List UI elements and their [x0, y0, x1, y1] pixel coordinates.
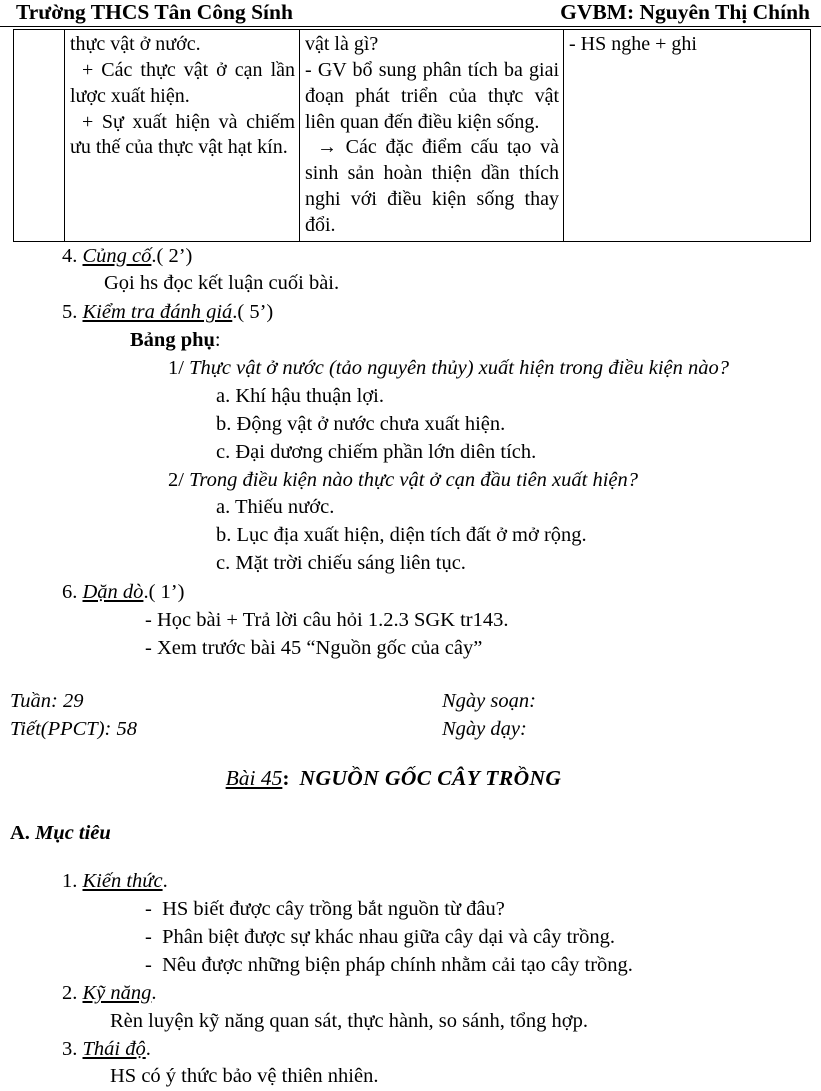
objective-group-1-heading — [0, 868, 813, 896]
section-6-time: .( 1’) — [143, 581, 185, 604]
cell-text-line: - HS nghe + ghi — [569, 33, 697, 56]
question-1-text: Thực vật ở nước (tảo nguyên thủy) xuất hiện trong điều kiện nào? — [189, 357, 729, 380]
objective-3-title: Thái độ — [82, 1037, 146, 1060]
objectives-title: Mục tiêu — [35, 821, 111, 844]
cell-text-line: thực vật ở nước. — [70, 33, 201, 56]
section-5-heading — [0, 299, 813, 327]
cell-text-line: → Các đặc điểm cấu tạo và sinh sản hoàn thiện dần thích nghi với điều kiện sống thay đổi. — [305, 136, 559, 236]
spacer — [0, 793, 813, 799]
table-row — [14, 30, 811, 241]
lesson-number: Bài 45 — [225, 766, 283, 791]
section-5-time: .( 5’) — [232, 301, 274, 324]
objective-3-item: HS có ý thức bảo vệ thiên nhiên. — [110, 1065, 379, 1088]
question-2 — [0, 467, 813, 495]
section-4-time: .( 2’) — [151, 244, 193, 267]
objective-group-3-heading — [0, 1036, 813, 1064]
date-written-label: Ngày soạn: — [442, 689, 536, 712]
section-6-number: 6. — [62, 581, 78, 604]
section-6-title: Dặn dò — [82, 581, 144, 604]
section-4-number: 4. — [62, 244, 78, 267]
question-2-label: 2/ — [168, 468, 184, 491]
section-cung-co — [0, 243, 813, 299]
bang-phu-label: Bảng phụ — [130, 329, 215, 352]
question-2-option-a: a. Thiếu nước. — [216, 496, 335, 519]
question-1-label: 1/ — [168, 357, 184, 380]
question-1-option-b: b. Động vật ở nước chưa xuất hiện. — [216, 412, 506, 435]
objective-group-2-heading — [0, 980, 813, 1008]
objective-1-item: - Phân biệt được sự khác nhau giữa cây dại và cây trồng. — [145, 926, 615, 949]
cell-text-line: - GV bổ sung phân tích ba giai đoạn phát triển của thực vật liên quan đến điều kiện sống. — [305, 59, 559, 133]
lesson-title-colon: : — [282, 766, 290, 791]
question-1-option-c: c. Đại dương chiếm phần lớn diên tích. — [216, 440, 537, 463]
table-cell-teacher-activity — [300, 30, 564, 241]
table-cell-column-a — [14, 30, 65, 241]
section-5-subtitle — [0, 327, 813, 355]
section-4-content: Gọi hs đọc kết luận cuối bài. — [104, 272, 340, 295]
bang-phu-colon: : — [214, 329, 221, 352]
question-2-text: Trong điều kiện nào thực vật ở cạn đầu tiên xuất hiện? — [189, 468, 639, 491]
section-6-item: - Học bài + Trả lời câu hỏi 1.2.3 SGK tr143. — [145, 608, 509, 631]
cell-text-line: + Các thực vật ở cạn lần lược xuất hiện. — [70, 59, 295, 107]
objective-1-title: Kiến thức — [82, 870, 163, 893]
question-2-option-b: b. Lục địa xuất hiện, diện tích đất ở mở rộng. — [216, 524, 587, 547]
objective-2-dot: . — [151, 981, 157, 1004]
date-taught-label: Ngày dạy: — [442, 717, 527, 740]
objective-2-title: Kỹ năng — [82, 981, 152, 1004]
objectives-heading — [0, 820, 813, 848]
cell-text-line: + Sự xuất hiện và chiếm ưu thế của thực vật hạt kín. — [70, 110, 295, 159]
school-name: Trường THCS Tân Công Sính — [16, 0, 293, 24]
lesson-title: NGUỒN GỐC CÂY TRỒNG — [299, 766, 562, 791]
section-6-item: - Xem trước bài 45 “Nguồn gốc của cây” — [145, 636, 483, 659]
question-1-option-a: a. Khí hậu thuận lợi. — [216, 384, 384, 407]
lesson-plan-table — [13, 29, 811, 241]
week-label: Tuần: 29 — [10, 689, 84, 712]
question-2-option-c: c. Mặt trời chiếu sáng liên tục. — [216, 552, 466, 575]
table-cell-student-activity — [564, 30, 811, 241]
objective-1-item: - HS biết được cây trồng bắt nguồn từ đâu? — [145, 898, 505, 921]
section-4-title: Củng cố — [82, 244, 152, 267]
meta-row-week — [0, 688, 813, 716]
document-header — [0, 0, 821, 27]
section-6-heading — [0, 579, 813, 607]
spacer — [0, 663, 813, 688]
section-5-number: 5. — [62, 301, 78, 324]
objective-1-number: 1. — [62, 870, 78, 893]
objective-3-dot: . — [145, 1037, 151, 1060]
meta-row-period — [0, 716, 813, 744]
cell-text-line: vật là gì? — [305, 33, 379, 56]
document-body — [0, 243, 821, 1091]
objectives-letter: A. — [10, 821, 30, 844]
objective-3-number: 3. — [62, 1037, 78, 1060]
period-label: Tiết(PPCT): 58 — [10, 717, 137, 740]
section-5-title: Kiểm tra đánh giá — [82, 301, 233, 324]
section-dan-do — [0, 579, 813, 663]
teacher-name: GVBM: Nguyên Thị Chính — [560, 0, 810, 24]
lesson-title-line — [0, 765, 813, 793]
objective-1-item: - Nêu được những biện pháp chính nhằm cải tạo cây trồng. — [145, 953, 633, 976]
section-kiem-tra — [0, 299, 813, 578]
table-cell-content — [65, 30, 300, 241]
question-1 — [0, 355, 813, 383]
section-4-heading — [0, 243, 813, 271]
objective-1-dot: . — [162, 870, 168, 893]
objective-2-item: Rèn luyện kỹ năng quan sát, thực hành, so sánh, tổng hợp. — [110, 1009, 589, 1032]
objective-2-number: 2. — [62, 981, 78, 1004]
